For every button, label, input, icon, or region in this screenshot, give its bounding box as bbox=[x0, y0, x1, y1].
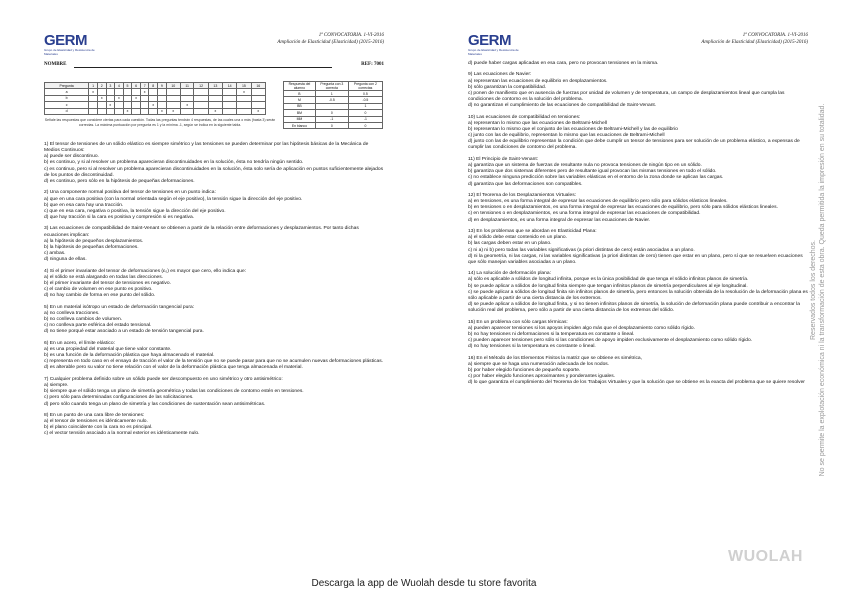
grid-header-cell: 13 bbox=[208, 83, 222, 89]
answer-option: c) que en esa cara, negativa o positiva, la tensión sigue la dirección del eje positivo. bbox=[44, 208, 226, 214]
score-cell: 0 bbox=[348, 110, 382, 116]
logo-subtitle: Grupo de Elasticidad y Resistencia de Materiales bbox=[468, 48, 519, 56]
question-stem: 2) Una componente normal positiva del tensor de tensiones en un punto indica: bbox=[44, 190, 216, 196]
grid-option-label: b bbox=[45, 95, 89, 101]
grid-answer-cell[interactable]: x bbox=[115, 95, 124, 101]
header-line2: Ampliación de Elasticidad (Elasticidad) (2015-2016) bbox=[277, 39, 384, 45]
questions-right bbox=[468, 61, 808, 392]
question-stem: 11) El Principio de Saint-Venant: bbox=[468, 156, 539, 162]
grid-option-label: d bbox=[45, 108, 89, 114]
header-line1: 1ª CONVOCATORIA. 1-VI-2016 bbox=[742, 33, 808, 38]
answer-option: a) que en una cara positiva (con la normal orientada según el eje positivo), la tensión sigue la dirección del eje positivo. bbox=[44, 196, 303, 202]
score-cell: BB bbox=[284, 103, 316, 109]
grid-header-cell: 16 bbox=[251, 83, 265, 89]
answer-option: c) pueden aparecer tensiones pero sólo si las condiciones de apoyo impiden exclusivamente el desplazamiento como sólido rígido. bbox=[468, 338, 753, 344]
grid-answer-cell[interactable]: x bbox=[106, 102, 115, 108]
logo-mark: GERM bbox=[468, 32, 511, 49]
score-cell: BM bbox=[284, 110, 316, 116]
answer-option: b) por haber elegido funciones de pequeño soporte. bbox=[468, 368, 581, 374]
answer-option: b) siempre que el sólido tenga un plano de simetría geométrica y todas las condiciones de contorno estén en tensiones. bbox=[44, 389, 304, 395]
grid-answer-cell[interactable]: x bbox=[149, 102, 158, 108]
question-stem: 9) Las ecuaciones de Navier: bbox=[468, 72, 532, 78]
grid-answer-cell[interactable]: x bbox=[237, 89, 251, 95]
name-row bbox=[44, 62, 384, 70]
grid-answer-cell[interactable] bbox=[132, 108, 141, 114]
rights-line1: Reservados todos los derechos. bbox=[810, 240, 817, 340]
grid-option-label: a bbox=[45, 89, 89, 95]
rights-watermark bbox=[798, 60, 838, 520]
question-block bbox=[468, 157, 808, 188]
name-label: NOMBRE bbox=[44, 62, 67, 67]
question-stem: 6) En un acero, el límite elástico: bbox=[44, 340, 115, 346]
answer-option: b) es continuo, y si al resolver un problema aparecieran discontinuidades en la solución, ésta no tendría ningún sentido. bbox=[44, 160, 304, 166]
answer-option: a) en tensiones, es una forma integral de expresar las ecuaciones de equilibrio pero sólo para sólidos elásticos lineales. bbox=[468, 199, 728, 205]
grid-header-cell: 14 bbox=[223, 83, 237, 89]
grid-header-cell: 12 bbox=[194, 83, 208, 89]
answer-option: d) ni la geometría, ni las cargas, ni las variables significativas (a priori distintas de cero) tienen que estar en un plano, pero sí que se resuelven ecuaciones que sólo manejan variables asociadas a un plano. bbox=[468, 253, 803, 265]
header-line1: 1ª CONVOCATORIA. 1-VI-2016 bbox=[318, 33, 384, 38]
answer-option: a) es una propiedad del material que tiene valor constante. bbox=[44, 347, 172, 353]
grid-answer-cell[interactable]: x bbox=[140, 89, 149, 95]
question-stem: 3) Las ecuaciones de compatibilidad de Saint-Venant se obtienen a partir de la relación entre deformaciones y desplazamientos. Por tanto dichas ecuaciones implican: bbox=[44, 226, 359, 238]
grid-answer-cell[interactable] bbox=[223, 108, 237, 114]
answer-option: d) garantiza que las deformaciones son compatibles. bbox=[468, 181, 583, 187]
answer-option: a) sólo es aplicable a sólidos de longitud infinita, porque es la única posibilidad de que tenga el sólido infinitos planos de simetría. bbox=[468, 277, 749, 283]
answer-option: d) no garantizan el cumplimiento de las ecuaciones de compatibilidad de Saint-Venant. bbox=[468, 103, 657, 109]
score-cell: B bbox=[284, 91, 316, 97]
score-cell: -1 bbox=[348, 116, 382, 122]
grid-header-cell: 1 bbox=[89, 83, 98, 89]
score-cell: 0 bbox=[315, 110, 348, 116]
grid-header-cell: 15 bbox=[237, 83, 251, 89]
answer-option: d) junto con las de equilibrio representan la condición que debe cumplir un tensor de tensiones para ser solución de un problema elástico, a expensas de cumplir las condiciones de contorno del problema. bbox=[468, 139, 800, 151]
score-cell: -0.5 bbox=[348, 97, 382, 103]
question-block bbox=[468, 356, 808, 387]
answer-option: c) no establece ninguna predicción sobre las variables elásticas en el entorno de la zona donde se aplican las cargas. bbox=[468, 175, 724, 181]
answer-option: a) representan las ecuaciones de equilibrio en desplazamientos. bbox=[468, 78, 608, 84]
grid-header-cell: 4 bbox=[115, 83, 124, 89]
answer-option: a) siempre. bbox=[44, 383, 69, 389]
answer-option: d) en desplazamientos, es una forma integral de expresar las ecuaciones de Navier. bbox=[468, 217, 651, 223]
grid-answer-cell[interactable]: x bbox=[132, 95, 141, 101]
question-block bbox=[468, 193, 808, 224]
question-block bbox=[44, 269, 384, 300]
answer-option: c) por haber elegido funciones aproximantes y ponderantes iguales. bbox=[468, 374, 616, 380]
question-block bbox=[44, 190, 384, 221]
grid-answer-cell[interactable] bbox=[140, 108, 149, 114]
answer-option: a) no conlleva tracciones. bbox=[44, 310, 100, 316]
grid-header-cell: 7 bbox=[140, 83, 149, 89]
grid-header-cell: 9 bbox=[158, 83, 167, 89]
answer-option: b) es una función de la deformación plástica que haya almacenado el material. bbox=[44, 353, 215, 359]
score-cell: 1 bbox=[348, 103, 382, 109]
answer-option: d) pero sólo cuando tenga un plano de simetría y las condiciones de sustentación sean antisimétricas. bbox=[44, 401, 266, 407]
grid-answer-cell[interactable]: x bbox=[166, 108, 180, 114]
score-cell: -1 bbox=[315, 116, 348, 122]
exam-header bbox=[277, 33, 384, 46]
grid-header-cell: 2 bbox=[97, 83, 106, 89]
score-cell: 0.5 bbox=[348, 91, 382, 97]
question-block bbox=[44, 305, 384, 336]
answer-option: b) que en esa cara hay una tracción. bbox=[44, 202, 124, 208]
answer-option: d) puede haber cargas aplicadas en esa cara, pero no provocan tensiones en la misma. bbox=[468, 61, 659, 66]
logo-mark: GERM bbox=[44, 32, 87, 49]
header-line2: Ampliación de Elasticidad (Elasticidad) (2015-2016) bbox=[701, 39, 808, 45]
name-line bbox=[74, 67, 332, 68]
answer-option: c) pero sólo para determinadas configuraciones de las solicitaciones. bbox=[44, 395, 194, 401]
answer-option: d) que hay tracción si la cara es positiva y compresión si es negativa. bbox=[44, 215, 195, 221]
answer-option: c) el vector tensión asociado a la normal exterior es idénticamente nulo. bbox=[44, 431, 200, 437]
score-cell: -0.5 bbox=[315, 97, 348, 103]
questions-left bbox=[44, 142, 384, 443]
germ-logo bbox=[468, 32, 520, 56]
grid-answer-cell[interactable] bbox=[194, 108, 208, 114]
germ-logo bbox=[44, 32, 96, 56]
rights-line2: No se permite la explotación económica ni la transformación de esta obra. Queda permitida la impresión en su totalidad. bbox=[819, 103, 826, 477]
question-stem: 16) En el Método de los Elementos Finitos la matriz que se obtiene es simétrica, bbox=[468, 355, 642, 361]
answer-option: c) es continuo, pero si al resolver un problema aparecieran discontinuidades en la solución, ésta solo sería de aplicación en puntos suficientemente alejados de los puntos de discontinuidad. bbox=[44, 166, 384, 178]
score-table bbox=[283, 81, 383, 129]
answer-option: d) no hay cambio de forma en ese punto del sólido. bbox=[44, 293, 156, 299]
question-stem: 10) Las ecuaciones de compatibilidad en tensiones: bbox=[468, 114, 581, 120]
answer-option: b) no conlleva cambios de volumen. bbox=[44, 317, 123, 323]
grid-answer-cell[interactable] bbox=[149, 108, 158, 114]
grid-answer-cell[interactable]: x bbox=[89, 89, 98, 95]
question-stem: 7) Cualquier problema definido sobre un sólido puede ser descompuesto en uno simétrico y otro antisimétrico: bbox=[44, 376, 283, 382]
answer-option: d) ninguna de ellas. bbox=[44, 257, 87, 263]
score-header-cell: Pregunta con 3 correcta bbox=[315, 82, 348, 91]
grid-header-cell: Pregunta bbox=[45, 83, 89, 89]
answer-option: a) garantiza que un sistema de fuerzas de resultante nula no provoca tensiones de ningún tipo en un sólido. bbox=[468, 163, 702, 169]
answer-option: c) no conlleva parte esférica del estado tensional. bbox=[44, 323, 152, 329]
grid-answer-cell[interactable]: x bbox=[97, 95, 106, 101]
grid-header-cell: 8 bbox=[149, 83, 158, 89]
grid-answer-cell[interactable] bbox=[180, 108, 194, 114]
answer-option: a) la hipótesis de pequeños desplazamientos. bbox=[44, 238, 144, 244]
score-cell: 1 bbox=[315, 91, 348, 97]
answer-grid bbox=[44, 82, 266, 115]
answer-option: a) puede ser discontinuo. bbox=[44, 154, 99, 160]
answer-option: b) garantiza que dos sistemas diferentes pero de resultante igual provocan las mismas tensiones en todo el sólido. bbox=[468, 169, 717, 175]
question-stem: 15) En un problema con sólo cargas térmicas: bbox=[468, 319, 568, 325]
grid-header-cell: 5 bbox=[123, 83, 132, 89]
question-stem: 8) En un punto de una cara libre de tensiones: bbox=[44, 413, 145, 419]
question-block bbox=[468, 72, 808, 109]
answer-option: b) la hipótesis de pequeñas deformaciones. bbox=[44, 244, 139, 250]
answer-option: a) representan lo mismo que las ecuaciones de Beltrami-Michell bbox=[468, 120, 607, 126]
question-block bbox=[468, 61, 808, 67]
score-header-cell: Respuesta del alumno bbox=[284, 82, 316, 91]
answer-option: c) el cambio de volumen en ese punto es positivo. bbox=[44, 287, 153, 293]
score-cell: MM bbox=[284, 116, 316, 122]
grid-answer-cell[interactable]: x bbox=[251, 108, 265, 114]
answer-option: b) sólo garantizan la compatibilidad. bbox=[468, 84, 547, 90]
instructions-note: Señale las respuestas que considere ciertas para cada cuestión. Todas las preguntas tendrán 4 respuestas, de las cuales una o más (hasta 3) serán correctas. La máxima puntuación por pregunta es 1 y la mínima -1, según se indica en la siguiente tabla. bbox=[44, 118, 276, 127]
answer-option: a) siempre que se haga una numeración adecuada de los nodos. bbox=[468, 361, 610, 367]
answer-option: c) se puede aplicar a sólidos de longitud finita sin infinitos planos de simetría, pero entonces la solución obtenida de la resolución de la deformación plana es sólo aplicable a partir de una cierta distancia de los extremos. bbox=[468, 289, 808, 301]
question-block bbox=[468, 115, 808, 152]
grid-answer-cell[interactable] bbox=[115, 108, 124, 114]
question-block bbox=[44, 142, 384, 185]
ref-label: REF: 7001 bbox=[361, 62, 384, 67]
answer-option: d) se puede aplicar a sólidos de longitud finita, y si no tienen infinitos planos de simetría, la solución de deformación plana puede contribuir a encontrar la solución real del problema, pero sólo a partir de una cierta distancia de los extremos del sólido. bbox=[468, 302, 800, 314]
wuolah-watermark: WUOLAH bbox=[728, 548, 803, 565]
score-cell: En blanco bbox=[284, 122, 316, 128]
grid-answer-cell[interactable] bbox=[237, 108, 251, 114]
score-cell: M bbox=[284, 97, 316, 103]
grid-row bbox=[45, 108, 266, 114]
grid-answer-cell[interactable]: x bbox=[208, 108, 222, 114]
grid-option-label: c bbox=[45, 102, 89, 108]
question-stem: 5) En un material isótropo un estado de deformación tangencial pura: bbox=[44, 304, 195, 310]
grid-answer-cell[interactable] bbox=[106, 108, 115, 114]
answer-option: b) no hay tensiones ni deformaciones si la temperatura es constante o lineal. bbox=[468, 332, 635, 338]
answer-option: c) junto con las de equilibrio, representan lo mismo que las ecuaciones de Beltrami-Michell bbox=[468, 133, 665, 139]
answer-option: c) ponen de manifiesto que en ausencia de fuerzas por unidad de volumen y de temperatura, un campo de desplazamientos lineal que cumpla las condiciones de contorno es la solución del problema. bbox=[468, 90, 785, 103]
answer-option: d) es continuo, pero sólo en la hipótesis de pequeñas deformaciones. bbox=[44, 178, 195, 184]
grid-answer-cell[interactable]: x bbox=[158, 108, 167, 114]
answer-option: c) ambas. bbox=[44, 251, 66, 257]
grid-answer-cell[interactable] bbox=[89, 108, 98, 114]
question-stem: 4) Si el primer invariante del tensor de deformaciones (ε₀) es mayor que cero, ello indica que: bbox=[44, 268, 247, 274]
score-cell: 0 bbox=[348, 122, 382, 128]
question-stem: 12) El Teorema de los Desplazamientos Virtuales: bbox=[468, 193, 577, 198]
answer-option: b) representan lo mismo que el conjunto de las ecuaciones de Beltrami-Michell y las de equilibrio bbox=[468, 127, 678, 132]
answer-option: b) se puede aplicar a sólidos de longitud finita siempre que tengan infinitos planos de simetría perpendiculares al eje longitudinal. bbox=[468, 283, 748, 289]
exam-header bbox=[701, 33, 808, 46]
logo-subtitle: Grupo de Elasticidad y Resistencia de Materiales bbox=[44, 48, 95, 56]
question-stem: 13) En los problemas que se abordan en Elasticidad Plana: bbox=[468, 229, 597, 235]
question-block bbox=[44, 377, 384, 408]
answer-option: d) no hay tensiones si la temperatura es constante o lineal. bbox=[468, 344, 596, 350]
grid-header-cell: 6 bbox=[132, 83, 141, 89]
answer-option: b) el plano coincidente con la cara no es principal. bbox=[44, 425, 153, 431]
question-stem: 1) El tensor de tensiones de un sólido elástico es siempre simétrico y las tensiones se pueden determinar por las hipótesis básicas de la Mecánica de Medios Continuos: bbox=[44, 142, 369, 154]
answer-option: b) en tensiones o en desplazamientos, es una forma integral de expresar las ecuaciones de equilibrio, pero sólo para sólidos elásticos lineales. bbox=[468, 205, 778, 211]
grid-header-cell: 10 bbox=[166, 83, 180, 89]
grid-answer-cell[interactable]: x bbox=[180, 102, 194, 108]
grid-answer-cell[interactable]: x bbox=[123, 108, 132, 114]
download-footer: Descarga la app de Wuolah desde tu store favorita bbox=[311, 578, 537, 589]
question-block bbox=[468, 320, 808, 351]
question-block bbox=[468, 229, 808, 266]
answer-option: c) en tensiones o en desplazamientos, es una forma integral de expresar las ecuaciones de compatibilidad. bbox=[468, 211, 701, 217]
question-block bbox=[44, 341, 384, 372]
question-block bbox=[44, 413, 384, 438]
exam-page-left bbox=[0, 0, 424, 575]
grid-header-cell: 11 bbox=[180, 83, 194, 89]
score-header-cell: Pregunta con 2 correctas bbox=[348, 82, 382, 91]
answer-option: d) no tiene porqué estar asociado a un estado de tensión tangencial pura. bbox=[44, 329, 204, 335]
answer-option: a) el tensor de tensiones es idénticamente nulo. bbox=[44, 419, 148, 425]
answer-option: c) ni a) ni b) pero todas las variables significativas (a priori distintas de cero) están asociadas a un plano. bbox=[468, 247, 695, 253]
score-cell: 0 bbox=[315, 122, 348, 128]
answer-option: d) es alterable pero su valor no tiene relación con el valor de la deformación plástica que tenga almacenada el material. bbox=[44, 365, 303, 371]
question-block bbox=[44, 226, 384, 263]
exam-page-right bbox=[424, 0, 848, 575]
answer-option: c) representa en todo caso en el ensayo de tracción el valor de la tensión que no se puede pasar para que no se acumulen nuevas deformaciones plásticas. bbox=[44, 359, 384, 365]
question-block bbox=[468, 271, 808, 314]
answer-option: b) el primer invariante del tensor de tensiones es negativo. bbox=[44, 281, 171, 287]
score-row bbox=[284, 122, 383, 128]
grid-header-cell: 3 bbox=[106, 83, 115, 89]
grid-answer-cell[interactable] bbox=[97, 108, 106, 114]
answer-option: a) el sólido debe estar contenido en un plano. bbox=[468, 235, 567, 241]
question-stem: 14) La solución de deformación plana: bbox=[468, 271, 551, 277]
answer-option: a) el sólido se está alargando en todas las direcciones. bbox=[44, 274, 164, 280]
answer-option: a) pueden aparecer tensiones si los apoyos impiden algo más que el desplazamiento como sólido rígido. bbox=[468, 325, 696, 331]
answer-option: d) lo que garantiza el cumplimiento del Teorema de los Trabajos Virtuales y que la solución que se obtiene es la exacta del problema que se quiere resolver bbox=[468, 380, 805, 386]
answer-option: b) las cargas deben estar en un plano. bbox=[468, 241, 552, 247]
